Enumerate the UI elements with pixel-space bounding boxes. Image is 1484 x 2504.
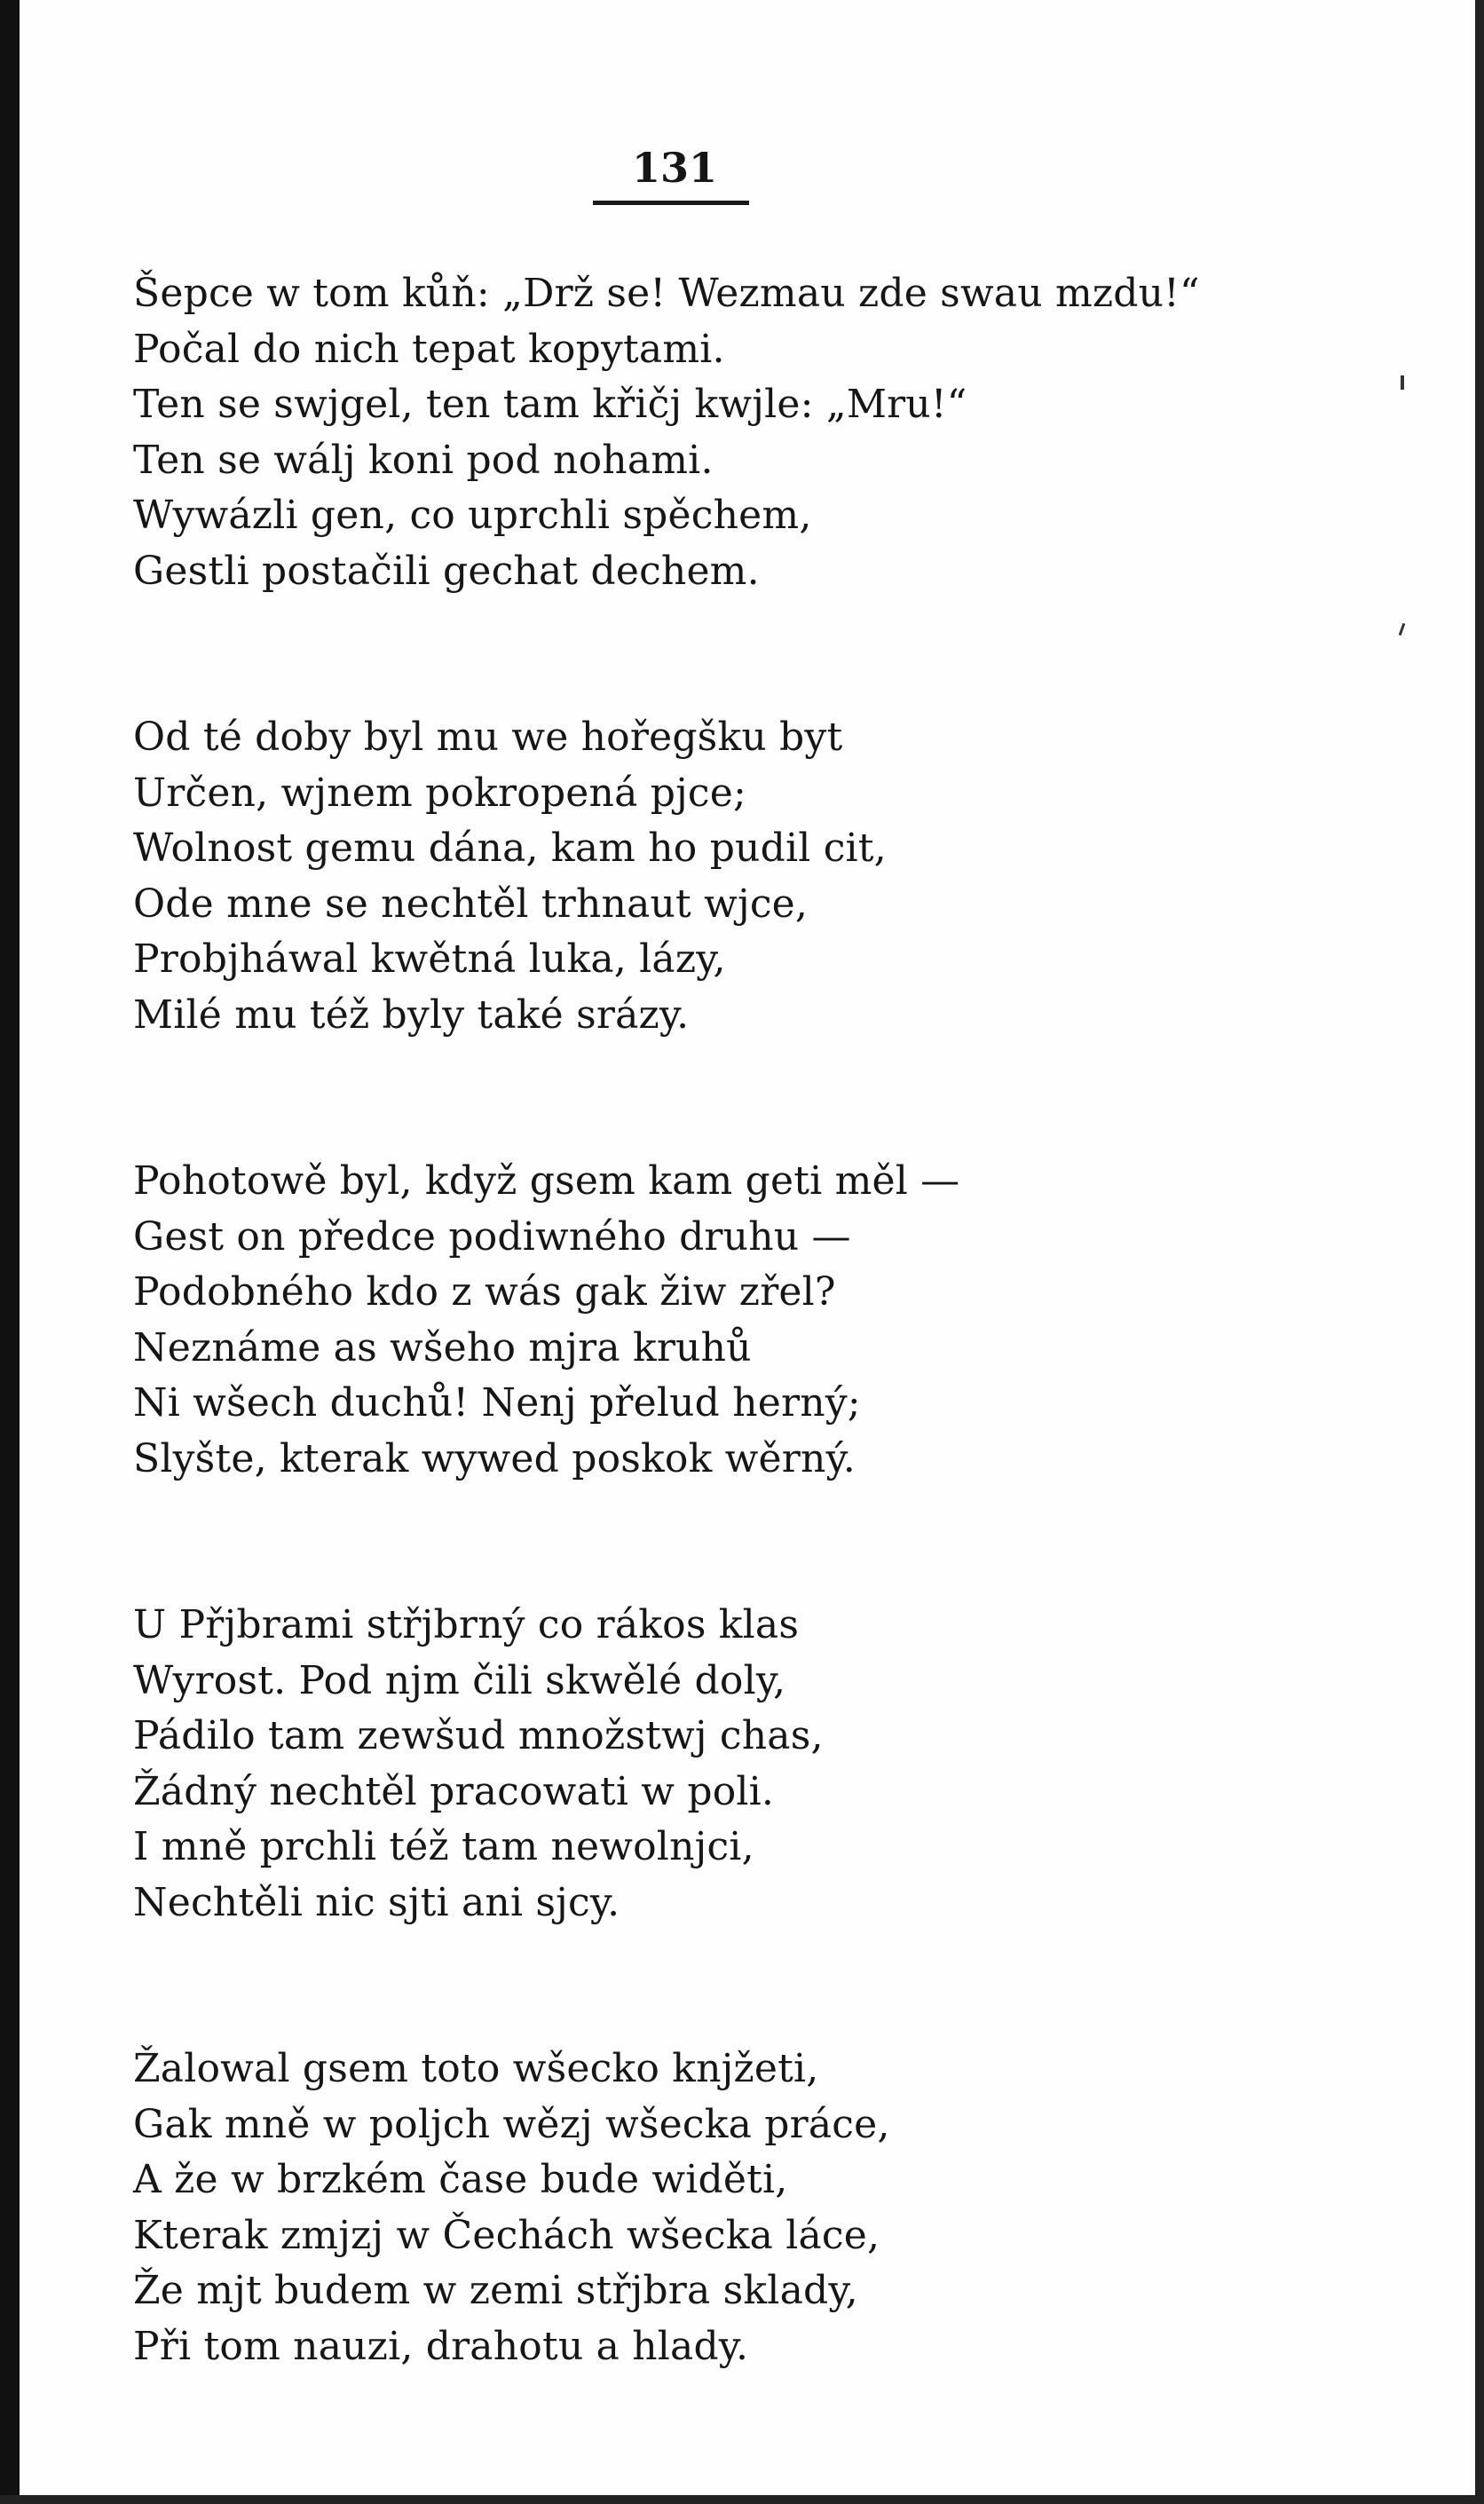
verse-line: Wywázli gen, co uprchli spěchem, <box>133 493 812 538</box>
verse-line: Ten se swjgel, ten tam křičj kwjle: „Mru!“ <box>133 382 967 427</box>
verse-line: Žádný nechtěl pracowati w poli. <box>133 1768 775 1814</box>
verse-line: Wolnost gemu dána, kam ho pudil cit, <box>133 825 887 871</box>
verse-line: Nechtěli nic sjti ani sjcy. <box>133 1879 620 1925</box>
verse-line: Neznáme as wšeho mjra kruhů <box>133 1324 752 1370</box>
verse-line: Ten se wálj koni pod nohami. <box>133 437 714 483</box>
stanza-5 <box>133 2042 1305 2374</box>
verse-line: Wyrost. Pod njm čili skwělé doly, <box>133 1657 786 1703</box>
print-speck <box>1401 375 1404 390</box>
verse-line: Určen, wjnem pokropená pjce; <box>133 770 747 816</box>
verse-line: Od té doby byl mu we hořegšku byt <box>133 715 843 760</box>
verse-line: Pohotowě byl, když gsem kam geti měl — <box>133 1158 960 1204</box>
verse-line: Že mjt budem w zemi střjbra sklady, <box>133 2268 858 2313</box>
verse-line: Gest on předce podiwného druhu — <box>133 1213 851 1260</box>
verse-line: Žalowal gsem toto wšecko knjžeti, <box>133 2046 819 2091</box>
verse-line: Pádilo tam zewšud množstwj chas, <box>133 1713 824 1758</box>
page-number-rule <box>593 201 749 205</box>
poem <box>133 266 1305 2485</box>
verse-line: Ni wšech duchů! Nenj přelud herný; <box>133 1380 861 1426</box>
page-right-edge <box>1475 0 1484 2504</box>
page-bottom-edge <box>0 2495 1484 2504</box>
verse-line: Ode mne se nechtěl trhnaut wjce, <box>133 881 809 927</box>
stanza-4 <box>133 1598 1305 1931</box>
verse-line: I mně prchli též tam newolnjci, <box>133 1824 754 1869</box>
verse-line: Počal do nich tepat kopytami. <box>133 326 725 372</box>
verse-line: Probjháwal kwětná luka, lázy, <box>133 936 726 982</box>
stanza-2 <box>133 710 1305 1043</box>
verse-line: Slyšte, kterak wywed poskok wěrný. <box>133 1435 856 1481</box>
stanza-3 <box>133 1154 1305 1487</box>
verse-line: Milé mu též byly také srázy. <box>133 991 690 1038</box>
verse-line: A že w brzkém čase bude widěti, <box>133 2157 788 2202</box>
page-binding-edge <box>0 0 20 2504</box>
print-speck <box>1399 623 1406 636</box>
page-number: 131 <box>631 144 718 192</box>
stanza-1 <box>133 266 1305 599</box>
verse-line: Kterak zmjzj w Čechách wšecka láce, <box>133 2212 880 2258</box>
verse-line: Gak mně w poljch wězj wšecka práce, <box>133 2101 890 2147</box>
verse-line: Podobného kdo z wás gak žiw zřel? <box>133 1269 836 1315</box>
verse-line: U Přjbrami střjbrný co rákos klas <box>133 1602 800 1647</box>
verse-line: Gestli postačili gechat dechem. <box>133 548 760 594</box>
verse-line: Při tom nauzi, drahotu a hlady. <box>133 2323 749 2369</box>
verse-line: Šepce w tom kůň: „Drž se! Wezmau zde swau mzdu!“ <box>133 271 1200 316</box>
